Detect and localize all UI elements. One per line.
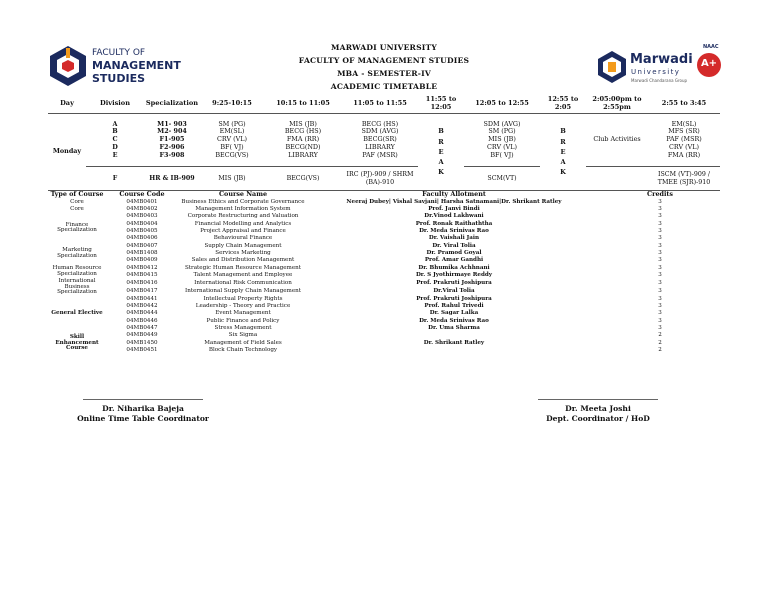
fms-logo-line3: STUDIES xyxy=(92,72,146,85)
course-name-cell: Business Ethics and Corporate Governance xyxy=(181,198,305,205)
faculty-cell: Dr. Bhumika Achhnani xyxy=(418,264,490,271)
division-list xyxy=(86,114,144,167)
course-name-cell: Management Information System xyxy=(195,206,291,213)
program-title: MBA - SEMESTER-IV xyxy=(337,69,431,78)
faculty-cell: Dr. Pramod Goyal xyxy=(426,249,482,256)
faculty-cell: Dr. S Jyothirmaye Reddy xyxy=(415,271,493,278)
col-slot2: 10:15 to 11:05 xyxy=(264,95,342,114)
credits-cell: 2 xyxy=(658,332,662,339)
faculty-cell xyxy=(308,347,600,354)
break-letter: K xyxy=(438,168,444,177)
lecture-cell: EM(SL) xyxy=(219,127,245,136)
faculty-cell: Dr.Vinod Lakhwani xyxy=(424,213,484,220)
lecture-cell: PAF (MSR) xyxy=(666,135,702,144)
col-credits: Credits xyxy=(647,189,673,198)
course-row xyxy=(48,272,720,279)
timetable-title: ACADEMIC TIMETABLE xyxy=(330,82,438,91)
marwadi-logo-mark xyxy=(597,50,627,84)
faculty-cell: Dr. Uma Sharma xyxy=(428,325,480,332)
lecture-cell: BF( VJ) xyxy=(490,150,514,159)
slot3-list xyxy=(342,114,418,167)
course-name-cell: Corporate Restructuring and Valuation xyxy=(187,213,299,220)
course-code-cell: 04MB0406 xyxy=(126,235,158,242)
lecture-cell: BECG(SR) xyxy=(363,135,397,144)
marwadi-logo xyxy=(597,40,722,92)
naac-label: NAAC xyxy=(703,44,719,50)
slot2-list xyxy=(264,114,342,167)
course-type-cell: Marketing Specialization xyxy=(57,247,97,259)
marwadi-logo-name: Marwadi xyxy=(630,52,693,67)
slot4-list xyxy=(464,114,540,167)
faculty-cell: Neeraj Dubey| Vishal Savjani| Harsha Satnamani|Dr. Shrikant Ratley xyxy=(346,198,562,205)
break-letter: E xyxy=(438,147,444,156)
course-code-cell: 04MB0416 xyxy=(126,279,158,286)
course-code-cell: 04MB0401 xyxy=(126,198,158,205)
credits-cell: 3 xyxy=(658,264,662,271)
specialization-list xyxy=(144,114,200,167)
credits-cell: 3 xyxy=(658,206,662,213)
timetable xyxy=(48,95,720,191)
lecture-cell: SM (PG) xyxy=(218,119,246,128)
faculty-cell: Prof. Amar Gandhi xyxy=(424,257,484,264)
lecture-cell: CRV (VL) xyxy=(487,142,517,151)
col-name: Course Name xyxy=(218,189,268,198)
lecture-cell: MIS (JB) xyxy=(200,167,264,191)
col-lunch: 12:55 to 2:05 xyxy=(540,95,586,114)
credits-cell: 3 xyxy=(658,295,662,302)
credits-cell: 3 xyxy=(658,325,662,332)
break-letter: A xyxy=(438,158,444,167)
lecture-cell: BECG (HS) xyxy=(284,127,322,136)
course-name-cell: Talent Management and Employee xyxy=(193,271,293,278)
lecture-cell: BECG (HS) xyxy=(361,119,399,128)
university-title: MARWADI UNIVERSITY xyxy=(331,43,437,52)
course-code-cell: 04MB0407 xyxy=(126,242,158,249)
course-code-cell: 04MB0404 xyxy=(126,220,158,227)
course-name-cell: Project Appraisal and Finance xyxy=(200,228,286,235)
credits-cell: 3 xyxy=(658,213,662,220)
course-name-cell: International Supply Chain Management xyxy=(185,288,301,295)
course-type-cell: International Business Specialization xyxy=(57,278,97,296)
marwadi-logo-tag: Marwadi Chandarana Group xyxy=(631,78,688,83)
lecture-cell: BF( VJ) xyxy=(220,142,244,151)
timetable-header-row xyxy=(48,95,720,114)
faculty-cell xyxy=(308,333,600,340)
faculty-cell: Prof. Janvi Bindi xyxy=(428,206,480,213)
lecture-cell: PAF (MSR) xyxy=(362,150,398,159)
course-code-cell: 04MB0441 xyxy=(126,295,158,302)
credits-cell: 3 xyxy=(658,303,662,310)
course-type-cell: Human Resource Specialization xyxy=(52,265,102,277)
right-signatory-role: Dept. Coordinator / HoD xyxy=(546,414,650,423)
credits-cell: 3 xyxy=(658,317,662,324)
col-slot3: 11:05 to 11:55 xyxy=(342,95,418,114)
course-code-cell: 04MB0449 xyxy=(126,332,158,339)
course-type-cell: Core xyxy=(70,206,84,213)
timetable-group-row xyxy=(48,114,720,167)
course-code-cell: 04MB0409 xyxy=(126,257,158,264)
credits-cell: 3 xyxy=(658,198,662,205)
fms-logo-mark xyxy=(48,44,88,88)
credits-cell: 3 xyxy=(658,271,662,278)
lecture-cell: BECG(VS) xyxy=(215,150,249,159)
lunch-cell xyxy=(540,114,586,191)
faculty-cell: Dr.Viral Tolia xyxy=(433,288,475,295)
col-slot5: 2:05:00pm to 2:55pm xyxy=(586,95,648,114)
course-code-cell: 04MB1408 xyxy=(126,249,158,256)
course-code-cell: 04MB0402 xyxy=(126,206,158,213)
lecture-cell: IRC (PJ)-909 / SHRM (BA)-910 xyxy=(342,167,418,191)
lecture-cell: SDM (AVG) xyxy=(483,119,521,128)
col-slot6: 2:55 to 3:45 xyxy=(648,95,720,114)
course-name-cell: Sales and Distribution Management xyxy=(191,257,295,264)
credits-cell: 3 xyxy=(658,257,662,264)
credits-cell: 3 xyxy=(658,220,662,227)
course-row xyxy=(48,279,720,287)
club-activities-cell: Club Activities xyxy=(586,114,648,167)
marwadi-logo-sub: University xyxy=(631,68,681,76)
left-signatory-role: Online Time Table Coordinator xyxy=(77,414,209,423)
course-name-cell: Public Finance and Policy xyxy=(206,317,280,324)
lecture-cell: BECG(ND) xyxy=(285,142,321,151)
col-faculty: Faculty Allotment xyxy=(422,189,486,198)
specialization-cell: F3-908 xyxy=(159,150,185,159)
course-code-cell: 04MB0417 xyxy=(126,288,158,295)
faculty-cell: Dr. Meda Srinivas Rao xyxy=(419,317,489,324)
break-cell xyxy=(418,114,464,191)
course-name-cell: Six Sigma xyxy=(228,332,258,339)
credits-cell: 3 xyxy=(658,235,662,242)
course-type-cell: Core xyxy=(70,198,84,205)
course-type-cell: General Elective xyxy=(51,310,103,317)
lunch-letter: R xyxy=(560,137,566,146)
col-code: Course Code xyxy=(119,189,165,198)
course-body xyxy=(48,199,720,354)
lecture-cell: ISCM (VT)-909 / TMEE (SJR)-910 xyxy=(648,167,720,191)
course-row xyxy=(48,235,720,242)
faculty-cell: Prof. Rahul Trivedi xyxy=(424,303,484,310)
lecture-cell: SM (PG) xyxy=(488,127,516,136)
course-table xyxy=(48,190,720,354)
course-code-cell: 04MB0451 xyxy=(126,346,158,353)
lecture-cell: MIS (JB) xyxy=(289,119,317,128)
col-type: Type of Course xyxy=(50,189,104,198)
course-name-cell: Management of Field Sales xyxy=(204,339,282,346)
course-type-cell: Skill Enhancement Course xyxy=(55,334,99,352)
credits-cell: 3 xyxy=(658,310,662,317)
lecture-cell: MFS (SR) xyxy=(668,127,700,136)
faculty-cell: Prof. Ronak Raithaththa xyxy=(415,220,493,227)
course-name-cell: Behavioural Finance xyxy=(213,235,273,242)
faculty-cell: Dr. Meda Srinivas Rao xyxy=(419,228,489,235)
credits-cell: 2 xyxy=(658,346,662,353)
division-cell: B xyxy=(112,127,118,136)
specialization-cell: HR & IB-909 xyxy=(144,167,200,191)
right-signatory-name: Dr. Meeta Joshi xyxy=(565,404,631,413)
division-cell: C xyxy=(112,135,118,144)
division-cell: F xyxy=(86,167,144,191)
credits-cell: 2 xyxy=(658,339,662,346)
lunch-letter: E xyxy=(560,147,566,156)
faculty-cell: Dr. Shrikant Ratley xyxy=(423,339,485,346)
naac-grade: A+ xyxy=(700,58,718,69)
col-slot4: 12:05 to 12:55 xyxy=(464,95,540,114)
course-row xyxy=(48,347,720,354)
credits-cell: 3 xyxy=(658,288,662,295)
faculty-title: FACULTY OF MANAGEMENT STUDIES xyxy=(298,56,470,65)
lecture-cell: SCM(VT) xyxy=(464,167,540,191)
course-name-cell: Block Chain Technology xyxy=(208,346,278,353)
faculty-cell: Dr. Viral Tolia xyxy=(432,242,476,249)
division-cell: E xyxy=(112,150,118,159)
course-name-cell: Strategic Human Resource Management xyxy=(184,264,302,271)
course-row xyxy=(48,288,720,296)
timetable-row-f xyxy=(48,167,720,191)
lecture-cell xyxy=(586,167,648,191)
break-letter: B xyxy=(438,127,444,136)
course-name-cell: Intellectual Property Rights xyxy=(203,295,283,302)
course-header-row xyxy=(48,190,720,199)
lecture-cell: EM(SL) xyxy=(671,119,697,128)
course-type-cell: Finance Specialization xyxy=(57,221,97,234)
specialization-cell: M2- 904 xyxy=(157,127,187,136)
division-cell: D xyxy=(112,142,118,151)
fms-logo xyxy=(48,42,181,90)
course-row xyxy=(48,333,720,340)
course-name-cell: Stress Management xyxy=(214,325,272,332)
division-cell: A xyxy=(112,119,118,128)
left-signatory-name: Dr. Niharika Bajeja xyxy=(102,404,184,413)
course-code-cell: 04MB0442 xyxy=(126,303,158,310)
specialization-cell: M1- 903 xyxy=(157,119,187,128)
col-day: Day xyxy=(48,95,86,114)
col-specialization: Specialization xyxy=(144,95,200,114)
col-division: Division xyxy=(86,95,144,114)
faculty-cell: Dr. Sagar Lalka xyxy=(429,310,479,317)
course-code-cell: 04MB0412 xyxy=(126,264,158,271)
course-row xyxy=(48,311,720,318)
lecture-cell: FMA (RR) xyxy=(667,150,701,159)
course-name-cell: Services Marketing xyxy=(215,249,271,256)
course-code-cell: 04MB0446 xyxy=(126,317,158,324)
break-letter: R xyxy=(438,137,444,146)
specialization-cell: F1-905 xyxy=(159,135,185,144)
credits-cell: 3 xyxy=(658,279,662,286)
lecture-cell: CRV (VL) xyxy=(669,142,699,151)
course-name-cell: Event Management xyxy=(215,310,271,317)
lecture-cell: LIBRARY xyxy=(288,150,318,159)
credits-cell: 3 xyxy=(658,249,662,256)
lunch-letter: K xyxy=(560,168,566,177)
slot6-list xyxy=(648,114,720,167)
course-name-cell: Financial Modelling and Analytics xyxy=(194,220,292,227)
course-row xyxy=(48,214,720,221)
lunch-letter: B xyxy=(560,127,566,136)
lecture-cell: CRV (VL) xyxy=(217,135,247,144)
credits-cell: 3 xyxy=(658,242,662,249)
faculty-cell: Dr. Vaishali Jain xyxy=(428,235,480,242)
lunch-letter: A xyxy=(560,158,566,167)
course-code-cell: 04MB0405 xyxy=(126,228,158,235)
course-row xyxy=(48,243,720,250)
specialization-cell: F2-906 xyxy=(159,142,185,151)
fms-logo-line2: MANAGEMENT xyxy=(92,59,181,72)
lecture-cell: MIS (JB) xyxy=(488,135,516,144)
left-signature-line xyxy=(83,399,203,400)
course-name-cell: Leadership - Theory and Practice xyxy=(195,303,291,310)
lecture-cell: LIBRARY xyxy=(365,142,395,151)
lecture-cell: BECG(VS) xyxy=(264,167,342,191)
col-break: 11:55 to 12:05 xyxy=(418,95,464,114)
right-signature-line xyxy=(538,399,658,400)
course-code-cell: 04MB0444 xyxy=(126,310,158,317)
lecture-cell: SDM (AVG) xyxy=(361,127,399,136)
lecture-cell: FMA (RR) xyxy=(286,135,320,144)
course-name-cell: International Risk Communication xyxy=(194,279,292,286)
course-code-cell: 04MB0415 xyxy=(126,271,158,278)
faculty-cell: Prof. Prakruti Joshipura xyxy=(416,295,492,302)
course-row xyxy=(48,257,720,264)
course-row xyxy=(48,265,720,272)
course-code-cell: 04MB0447 xyxy=(126,325,158,332)
credits-cell: 3 xyxy=(658,228,662,235)
course-code-cell: 04MB1450 xyxy=(126,339,158,346)
day-cell: Monday xyxy=(48,114,86,191)
slot1-list xyxy=(200,114,264,167)
course-code-cell: 04MB0403 xyxy=(126,213,158,220)
faculty-cell: Prof. Prakruti Joshipura xyxy=(416,279,492,286)
fms-logo-line1: FACULTY OF xyxy=(92,48,146,58)
course-name-cell: Supply Chain Management xyxy=(204,242,282,249)
col-slot1: 9:25-10:15 xyxy=(200,95,264,114)
